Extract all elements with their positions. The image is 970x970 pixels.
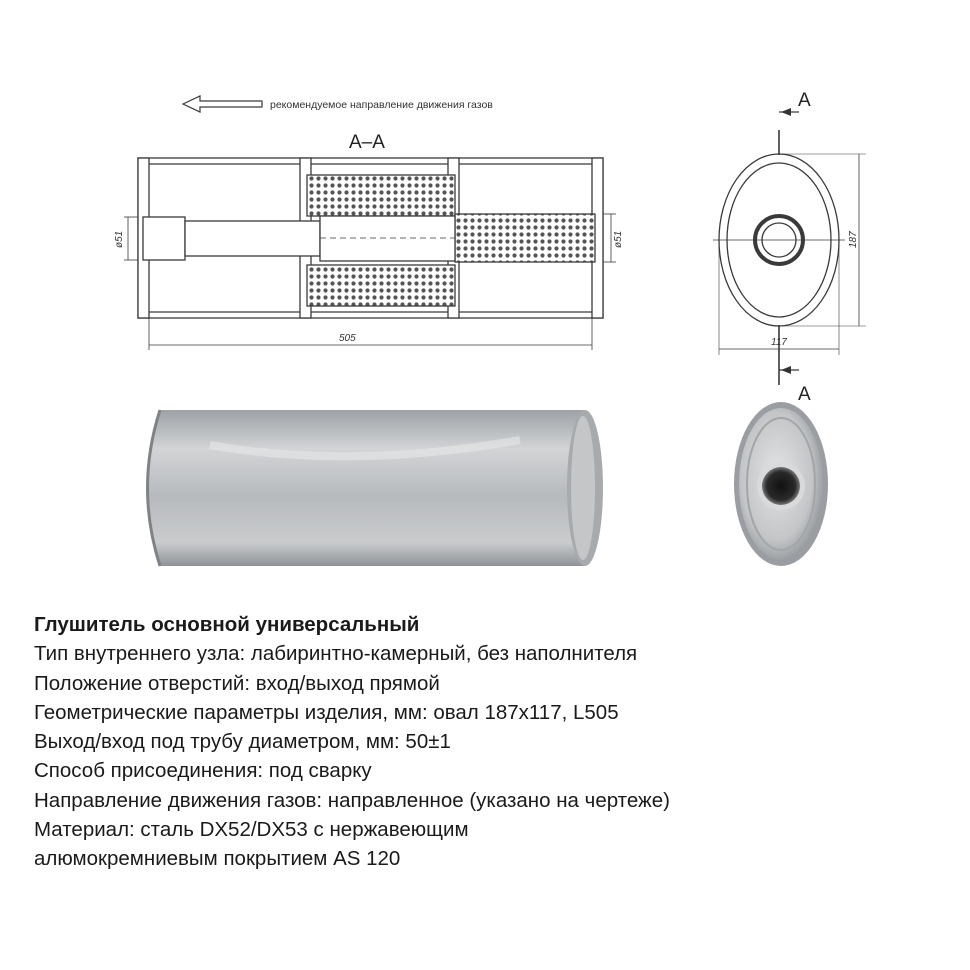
spec-line: алюмокремниевым покрытием AS 120 xyxy=(34,847,401,871)
dim-width: 117 xyxy=(771,337,787,348)
cut-mark-bottom: А xyxy=(798,384,811,405)
cut-arrow-bottom-icon xyxy=(781,366,791,374)
flow-arrow-icon xyxy=(183,96,262,112)
dim-length: 505 xyxy=(339,333,356,344)
cut-mark-top: А xyxy=(798,90,811,111)
end-view xyxy=(713,112,866,385)
spec-line: Способ присоединения: под сварку xyxy=(34,759,372,783)
spec-title: Глушитель основной универсальный xyxy=(34,613,420,636)
muffler-end-photo xyxy=(734,402,828,566)
section-label: А–А xyxy=(349,132,385,153)
muffler-side-photo xyxy=(148,410,604,566)
flow-note: рекомендуемое направление движения газов xyxy=(270,99,493,111)
dim-height: 187 xyxy=(848,231,859,248)
dim-outlet: ø51 xyxy=(613,230,624,248)
spec-line: Геометрические параметры изделия, мм: овал 187х117, L505 xyxy=(34,700,619,724)
spec-line: Тип внутреннего узла: лабиринтно-камерный, без наполнителя xyxy=(34,642,638,666)
section-view xyxy=(124,158,616,350)
cut-arrow-top-icon xyxy=(781,108,791,116)
spec-line: Направление движения газов: направленное (указано на чертеже) xyxy=(34,788,670,812)
dim-inlet: ø51 xyxy=(114,230,125,248)
product-spec xyxy=(34,610,934,874)
spec-line: Материал: сталь DX52/DX53 с нержавеющим xyxy=(34,818,469,842)
spec-line: Выход/вход под трубу диаметром, мм: 50±1 xyxy=(34,730,451,754)
spec-line: Положение отверстий: вход/выход прямой xyxy=(34,671,440,695)
